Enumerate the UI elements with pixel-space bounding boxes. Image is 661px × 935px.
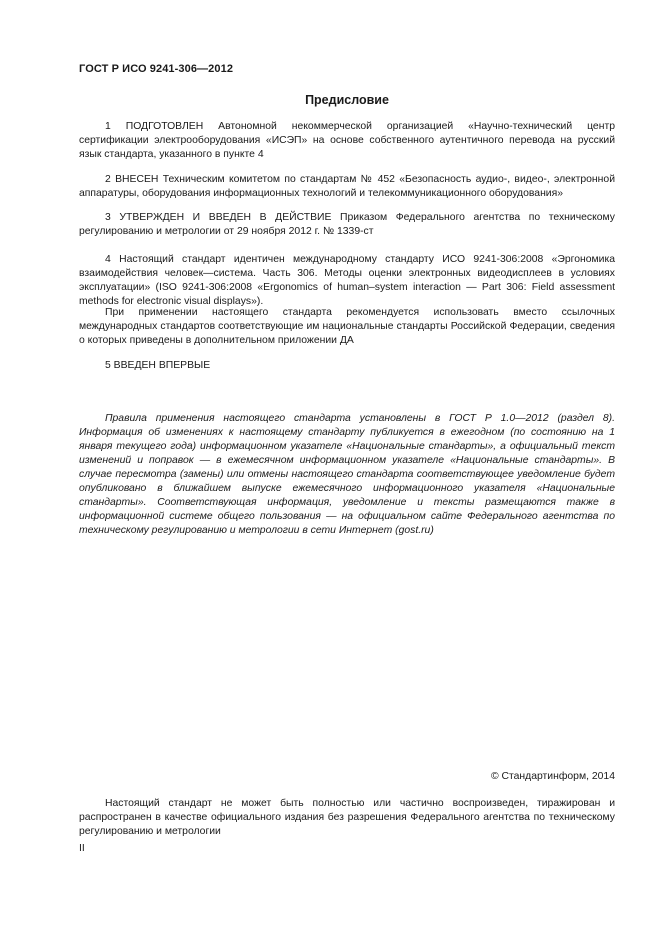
- paragraph-approved: 3 УТВЕРЖДЕН И ВВЕДЕН В ДЕЙСТВИЕ Приказом Федерального агентства по техническому регулированию и метрологии от 29 ноября 2012 г. № 1339-ст: [79, 212, 615, 237]
- paragraph-references: При применении настоящего стандарта рекомендуется использовать вместо ссылочных международных стандартов соответствующие им национальные стандарты Российской Федерации, сведения о которых приведены в дополнительном приложении ДА: [79, 307, 615, 346]
- paragraph-prepared: 1 ПОДГОТОВЛЕН Автономной некоммерческой организацией «Научно-технический центр сертификации электрооборудования «ИСЭП» на основе собственного аутентичного перевода на русский язык стандарта, указанного в пункте 4: [79, 121, 615, 160]
- paragraph-identical: 4 Настоящий стандарт идентичен международному стандарту ИСО 9241-306:2008 «Эргономика взаимодействия человек—система. Часть 306. Методы оценки электронных видеодисплеев в условиях эксплуатации» (ISO 9241-306:2008 «Ergonomics of human–system interaction — Part 306: Field assessment methods for electronic visual displays»).: [79, 254, 615, 307]
- paragraph-reproduction-notice: Настоящий стандарт не может быть полностью или частично воспроизведен, тиражирован и распространен в качестве официального издания без разрешения Федерального агентства по техническому регулированию и метрологии: [79, 798, 615, 837]
- copyright: © Стандартинформ, 2014: [490, 771, 615, 782]
- paragraph-introduced: 2 ВНЕСЕН Техническим комитетом по стандартам № 452 «Безопасность аудио-, видео-, электронной аппаратуры, оборудования информационных технологий и телекоммуникационного оборудования»: [79, 174, 615, 199]
- paragraph-application-notice: Правила применения настоящего стандарта установлены в ГОСТ Р 1.0—2012 (раздел 8). Информация об изменениях к настоящему стандарту публикуется в ежегодном (по состоянию на 1 января текущего года) информационном указателе «Национальные стандарты», а официальный текст изменений и поправок — в ежемесячном информационном указателе «Национальные стандарты». В случае пересмотра (замены) или отмены настоящего стандарта соответствующее уведомление будет опубликовано в ближайшем выпуске ежемесячного информационного указателя «Национальные стандарты». Соответствующая информация, уведомление и тексты размещаются также в информационной системе общего пользования — на официальном сайте Федерального агентства по техническому регулированию и метрологии в сети Интернет (gost.ru): [79, 413, 615, 536]
- page-title: Предисловие: [305, 93, 389, 107]
- page-number: II: [79, 843, 85, 854]
- standard-header: ГОСТ Р ИСО 9241-306—2012: [79, 63, 234, 75]
- paragraph-first-introduced: 5 ВВЕДЕН ВПЕРВЫЕ: [105, 360, 211, 371]
- document-page: [79, 0, 615, 935]
